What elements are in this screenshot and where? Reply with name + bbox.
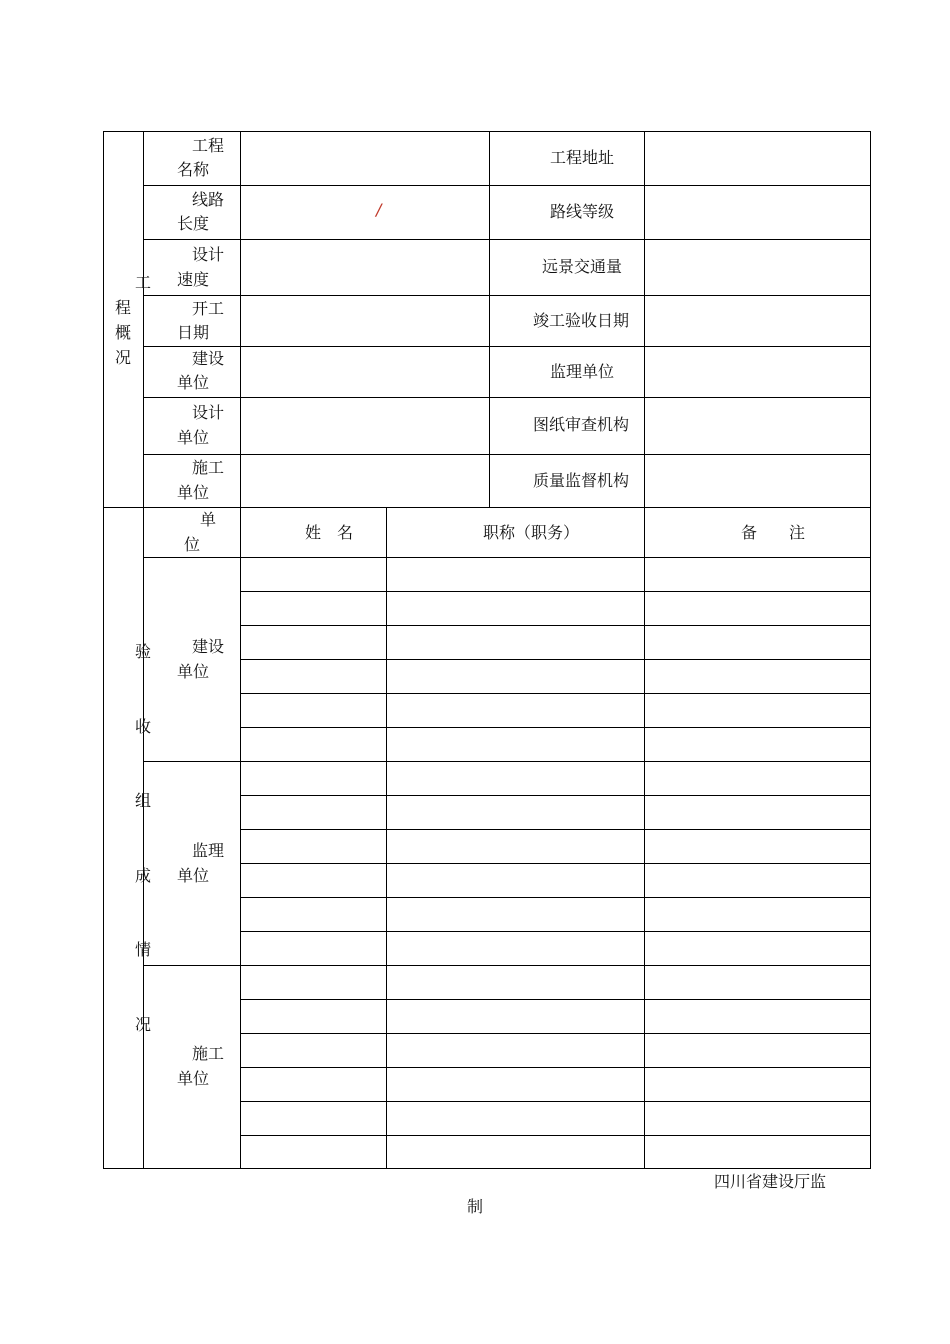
grid-line [240, 659, 871, 660]
group-label-line1: 监理 [192, 841, 225, 860]
row-right-value-field[interactable] [645, 455, 870, 507]
row-right-label: 质量监督机构 [533, 471, 630, 490]
committee-side-char: 情 [135, 940, 152, 959]
grid-line [143, 557, 871, 558]
row-value-field[interactable] [241, 240, 489, 295]
grid-line [240, 625, 871, 626]
grid-line [644, 507, 645, 1169]
group-divider [143, 761, 871, 762]
row-right-value-field[interactable] [645, 296, 870, 346]
row-label-line2: 名称 [177, 160, 210, 179]
row-right-value-field[interactable] [645, 398, 870, 454]
group-label-line1: 建设 [192, 637, 225, 656]
grid-line [143, 131, 144, 507]
grid-line [240, 1101, 871, 1102]
grid-line [240, 897, 871, 898]
group-label-line2: 单位 [177, 866, 210, 885]
row-label-line1: 设计 [192, 403, 225, 422]
committee-side-char: 组 [135, 791, 152, 810]
row-right-value-field[interactable] [645, 186, 870, 239]
header-unit-line2: 位 [184, 535, 201, 554]
row-right-label: 监理单位 [550, 362, 615, 381]
grid-line [143, 507, 144, 1169]
grid-line [489, 131, 490, 507]
overview-side-char: 程 [115, 298, 132, 317]
group-label-line2: 单位 [177, 1069, 210, 1088]
header-title: 职称（职务） [483, 523, 580, 542]
overview-side-char: 概 [115, 323, 132, 342]
grid-line [240, 727, 871, 728]
grid-line [240, 693, 871, 694]
row-value-field[interactable] [241, 398, 489, 454]
grid-line [386, 507, 387, 1169]
grid-line [240, 863, 871, 864]
grid-line [240, 1067, 871, 1068]
row-label-line1: 设计 [192, 245, 225, 264]
header-name: 姓 名 [305, 523, 354, 542]
row-label-line1: 工程 [192, 136, 225, 155]
row-label-line2: 日期 [177, 323, 210, 342]
row-value-field[interactable] [241, 455, 489, 507]
row-right-label: 路线等级 [550, 202, 615, 221]
row-label-line1: 建设 [192, 349, 225, 368]
row-label-line1: 线路 [192, 190, 225, 209]
row-right-label: 远景交通量 [542, 257, 623, 276]
row-label-line2: 单位 [177, 373, 210, 392]
group-label-line1: 施工 [192, 1044, 225, 1063]
grid-line [240, 1135, 871, 1136]
row-label-line2: 速度 [177, 270, 210, 289]
committee-side-char: 成 [135, 866, 152, 885]
row-right-label: 工程地址 [550, 148, 615, 167]
row-value-field[interactable]: / [376, 200, 382, 219]
row-right-label: 图纸审查机构 [533, 415, 630, 434]
row-label-line1: 开工 [192, 299, 225, 318]
grid-line [240, 795, 871, 796]
row-value-field[interactable] [241, 296, 489, 346]
section-divider [103, 507, 871, 508]
footer-issuer: 四川省建设厅监 [714, 1172, 827, 1191]
overview-side-char: 工 [135, 273, 152, 292]
grid-line [240, 999, 871, 1000]
row-value-field[interactable] [241, 132, 489, 185]
table-border-left [103, 131, 104, 1169]
row-label-line1: 施工 [192, 458, 225, 477]
committee-side-char: 验 [135, 642, 152, 661]
group-label-line2: 单位 [177, 662, 210, 681]
group-divider [143, 965, 871, 966]
table-border-right [870, 131, 871, 1169]
committee-side-char: 收 [135, 717, 152, 736]
row-label-line2: 单位 [177, 483, 210, 502]
grid-line [240, 591, 871, 592]
header-unit-line1: 单 [200, 510, 217, 529]
row-right-value-field[interactable] [645, 240, 870, 295]
grid-line [240, 829, 871, 830]
overview-side-char: 况 [115, 348, 132, 367]
row-label-line2: 长度 [177, 214, 210, 233]
grid-line [240, 1033, 871, 1034]
row-value-field[interactable] [241, 347, 489, 397]
footer-issuer-cont: 制 [467, 1197, 484, 1216]
row-right-label: 竣工验收日期 [533, 311, 630, 330]
grid-line [240, 931, 871, 932]
grid-line [240, 507, 241, 1169]
header-remark: 备 注 [741, 523, 806, 542]
table-border-bottom [103, 1168, 871, 1169]
row-right-value-field[interactable] [645, 347, 870, 397]
row-label-line2: 单位 [177, 428, 210, 447]
row-right-value-field[interactable] [645, 132, 870, 185]
committee-side-char: 况 [135, 1015, 152, 1034]
